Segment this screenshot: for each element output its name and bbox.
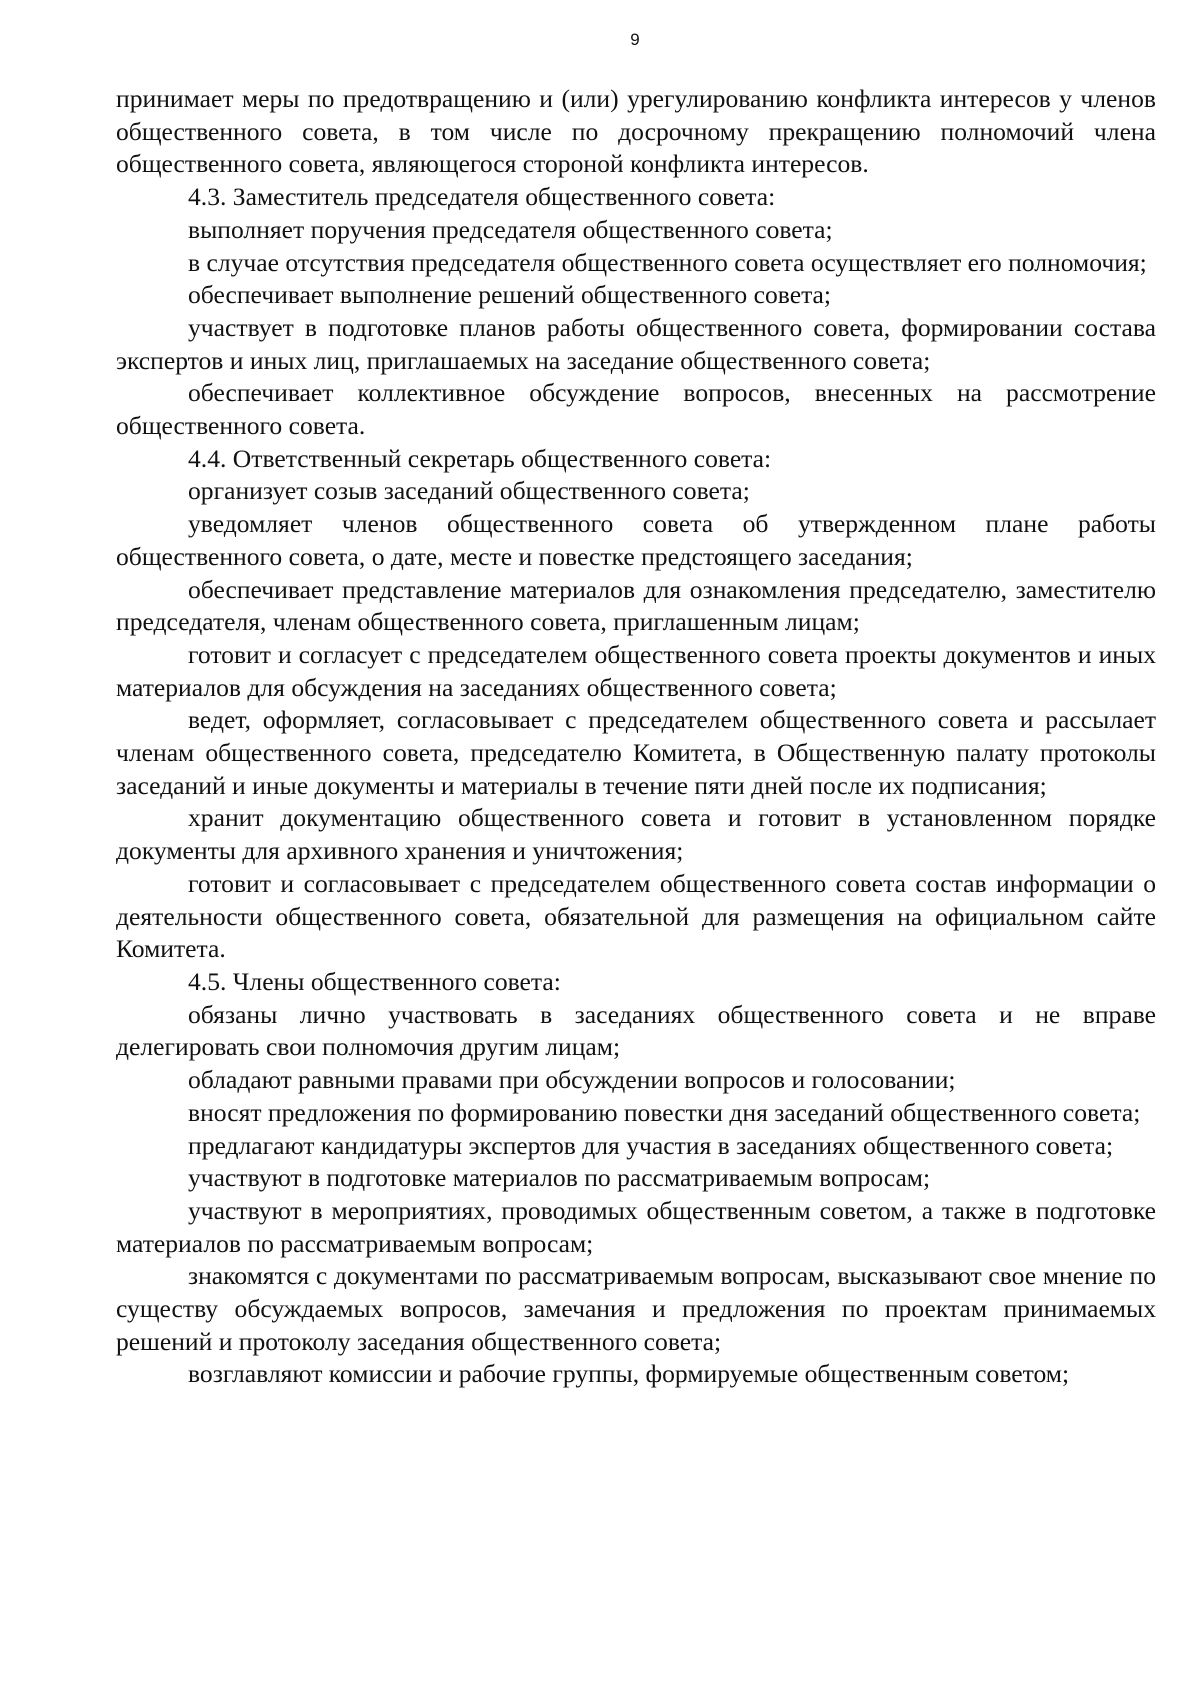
paragraph: ведет, оформляет, согласовывает с председателем общественного совета и рассылает членам общественного совета, председателю Комитета, в Общественную палату протоколы заседаний и иные документы и материалы в течение пяти дней после их подписания; [116,705,1156,800]
paragraph: уведомляет членов общественного совета об утвержденном плане работы общественного совета, о дате, месте и повестке предстоящего заседания; [116,509,1156,571]
page-number: 9 [630,30,640,49]
section-heading-4-3: 4.3. Заместитель председателя общественного совета: [188,182,776,212]
paragraph: выполняет поручения председателя общественного совета; [188,214,833,244]
paragraph: вносят предложения по формированию повестки дня заседаний общественного совета; [188,1097,1141,1127]
paragraph: в случае отсутствия председателя общественного совета осуществляет его полномочия; [188,247,1147,277]
paragraph: обеспечивает представление материалов для ознакомления председателю, заместителю председателя, членам общественного совета, приглашенным лицам; [116,574,1156,637]
paragraph: предлагают кандидатуры экспертов для участия в заседаниях общественного совета; [188,1130,1114,1160]
paragraph: возглавляют комиссии и рабочие группы, формируемые общественным советом; [188,1359,1070,1389]
paragraph: готовит и согласовывает с председателем общественного совета состав информации о деятельности общественного совета, обязательной для размещения на официальном сайте Комитета. [116,868,1156,964]
paragraph: участвуют в мероприятиях, проводимых общественным советом, а также в подготовке материалов по рассматриваемым вопросам; [116,1195,1156,1258]
paragraph: обязаны лично участвовать в заседаниях общественного совета и не вправе делегировать свои полномочия другим лицам; [116,999,1156,1062]
paragraph: обеспечивает выполнение решений общественного совета; [188,280,832,310]
paragraph: обеспечивает коллективное обсуждение вопросов, внесенных на рассмотрение общественного совета. [116,378,1156,441]
paragraph: знакомятся с документами по рассматриваемым вопросам, высказывают свое мнение по существу обсуждаемых вопросов, замечания и предложения по проектам принимаемых решений и протоколу заседания общественного совета; [116,1261,1156,1356]
paragraph: хранит документацию общественного совета и готовит в установленном порядке документы для архивного хранения и уничтожения; [116,803,1156,866]
paragraph: участвует в подготовке планов работы общественного совета, формировании состава экспертов и иных лиц, приглашаемых на заседание общественного совета; [116,312,1156,375]
paragraph: участвуют в подготовке материалов по рассматриваемым вопросам; [188,1163,931,1193]
paragraph: готовит и согласует с председателем общественного совета проекты документов и иных материалов для обсуждения на заседаниях общественного совета; [116,639,1156,702]
paragraph: организует созыв заседаний общественного совета; [188,476,750,506]
section-heading-4-4: 4.4. Ответственный секретарь общественного совета: [188,443,772,473]
document-body [116,83,1156,1391]
paragraph-continuation: принимает меры по предотвращению и (или) урегулированию конфликта интересов у членов общественного совета, в том числе по досрочному прекращению полномочий члена общественного совета, являющегося стороной конфликта интересов. [116,84,1156,179]
paragraph: обладают равными правами при обсуждении вопросов и голосовании; [188,1065,956,1095]
section-heading-4-5: 4.5. Члены общественного совета: [188,966,561,996]
